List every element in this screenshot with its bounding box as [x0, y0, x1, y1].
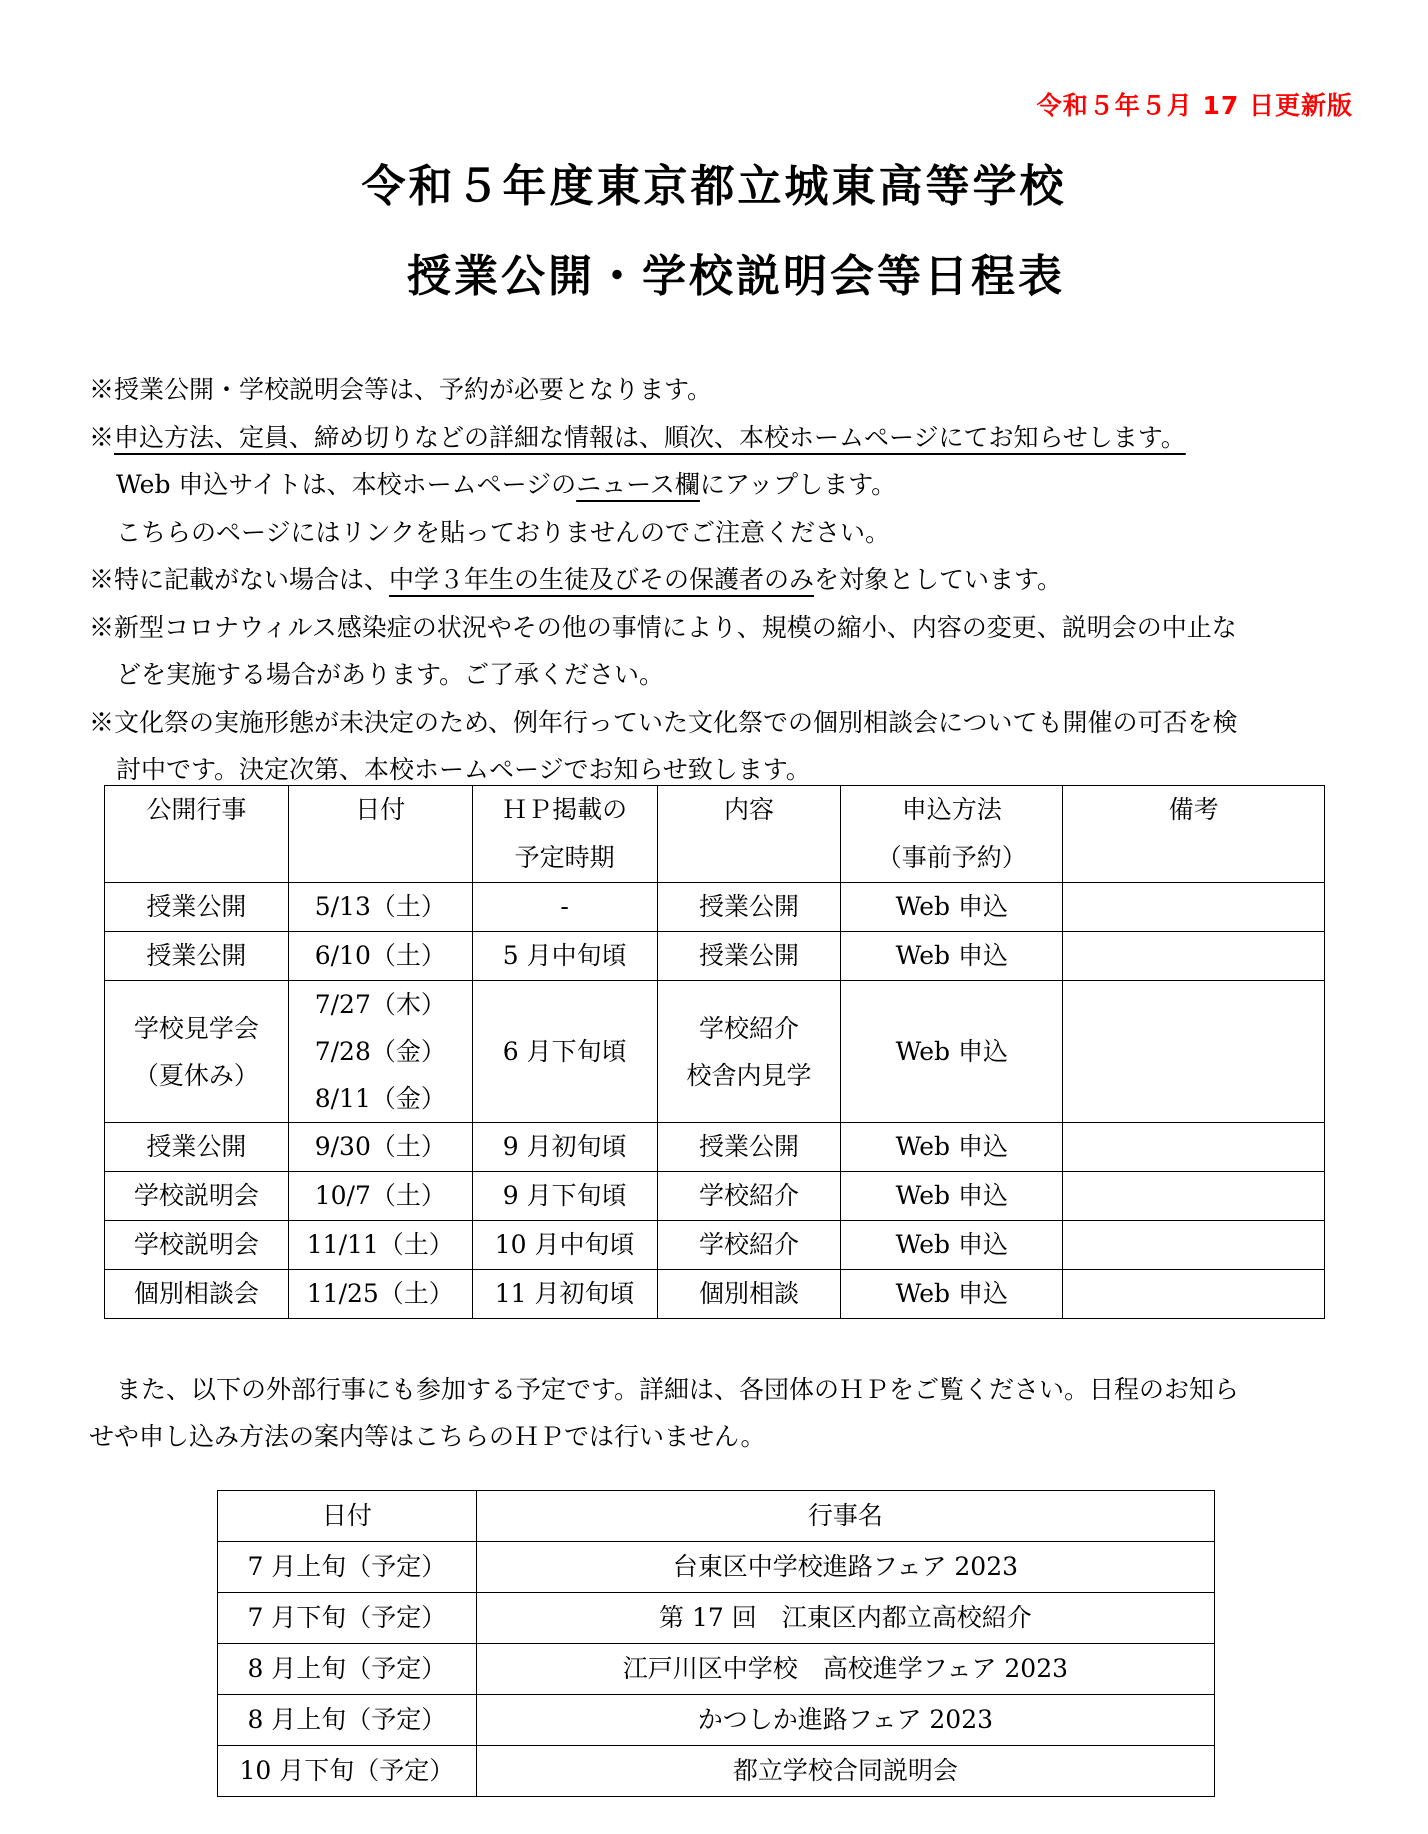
notes	[89, 366, 1389, 794]
external-header-date: 日付	[218, 1491, 477, 1542]
cell-date: 6/10（土）	[288, 932, 472, 981]
header-apply-line1: 申込方法	[901, 795, 1002, 824]
cell-remarks	[1063, 883, 1325, 932]
cell-date: 11/25（土）	[288, 1270, 472, 1319]
cell-remarks	[1063, 1270, 1325, 1319]
cell-event: 授業公開	[105, 1123, 289, 1172]
cell-apply: Web 申込	[841, 883, 1063, 932]
table-row	[105, 1172, 1325, 1221]
cell-date-line2: 7/28（金）	[314, 1037, 446, 1066]
note-covid-line1: ※新型コロナウィルス感染症の状況やその他の事情により、規模の縮小、内容の変更、説明会の中止な	[89, 612, 1237, 642]
table-row	[218, 1644, 1215, 1695]
note-festival-line1: ※文化祭の実施形態が未決定のため、例年行っていた文化祭での個別相談会についても開催の可否を検	[89, 707, 1238, 737]
table-row	[105, 1270, 1325, 1319]
cell-hp: 10 月中旬頃	[472, 1221, 657, 1270]
external-cell-date: 7 月下旬（予定）	[218, 1593, 477, 1644]
cell-content: 授業公開	[657, 932, 841, 981]
cell-hp: -	[472, 883, 657, 932]
header-apply	[841, 786, 1063, 883]
header-remarks: 備考	[1063, 786, 1325, 883]
external-cell-name: 台東区中学校進路フェア 2023	[476, 1542, 1214, 1593]
cell-date: 11/11（土）	[288, 1221, 472, 1270]
note-target	[89, 556, 1389, 604]
external-intro-line2: せや申し込み方法の案内等はこちらのＨＰでは行いません。	[89, 1422, 766, 1451]
table-row	[105, 1123, 1325, 1172]
note-web-site-pre: Web 申込サイトは、本校ホームページの	[116, 470, 577, 499]
external-cell-name: 第 17 回 江東区内都立高校紹介	[476, 1593, 1214, 1644]
external-cell-date: 7 月上旬（予定）	[218, 1542, 477, 1593]
note-web-site	[89, 461, 1389, 509]
table-row	[218, 1593, 1215, 1644]
external-cell-name: かつしか進路フェア 2023	[476, 1695, 1214, 1746]
cell-event: 学校説明会	[105, 1221, 289, 1270]
note-festival-line2: 討中です。決定次第、本校ホームページでお知らせ致します。	[116, 755, 811, 784]
cell-date: 9/30（土）	[288, 1123, 472, 1172]
external-header-row	[218, 1491, 1215, 1542]
cell-content: 学校紹介	[657, 1172, 841, 1221]
note-mark: ※	[89, 422, 115, 452]
table-row	[218, 1542, 1215, 1593]
note-no-link: こちらのページにはリンクを貼っておりませんのでご注意ください。	[116, 517, 891, 547]
cell-content: 授業公開	[657, 1123, 841, 1172]
schedule-header-row	[105, 786, 1325, 883]
cell-event: 学校説明会	[105, 1172, 289, 1221]
cell-remarks	[1063, 1172, 1325, 1221]
cell-apply: Web 申込	[841, 1270, 1063, 1319]
external-header-name: 行事名	[476, 1491, 1214, 1542]
cell-apply: Web 申込	[841, 1172, 1063, 1221]
note-reservation: ※授業公開・学校説明会等は、予約が必要となります。	[89, 375, 713, 404]
external-events-table	[217, 1490, 1215, 1797]
cell-date-line3: 8/11（金）	[314, 1084, 446, 1113]
cell-date: 5/13（土）	[288, 883, 472, 932]
cell-remarks	[1063, 1123, 1325, 1172]
external-cell-date: 10 月下旬（予定）	[218, 1746, 477, 1797]
cell-event: 授業公開	[105, 883, 289, 932]
header-date: 日付	[288, 786, 472, 883]
external-cell-name: 江戸川区中学校 高校進学フェア 2023	[476, 1644, 1214, 1695]
cell-content-line2: 校舎内見学	[686, 1060, 812, 1090]
cell-content: 個別相談	[657, 1270, 841, 1319]
cell-content: 授業公開	[657, 883, 841, 932]
cell-hp: 5 月中旬頃	[472, 932, 657, 981]
cell-apply: Web 申込	[841, 1221, 1063, 1270]
cell-event: 授業公開	[105, 932, 289, 981]
cell-event-line1: 学校見学会	[133, 1013, 259, 1043]
cell-content: 学校紹介	[657, 1221, 841, 1270]
note-application-details	[89, 414, 1389, 462]
header-event: 公開行事	[105, 786, 289, 883]
external-intro	[89, 1366, 1344, 1460]
cell-remarks	[1063, 1221, 1325, 1270]
table-row	[218, 1746, 1215, 1797]
header-hp-line1: ＨＰ掲載の	[502, 795, 628, 824]
cell-apply: Web 申込	[841, 981, 1063, 1123]
note-web-site-post: にアップします。	[699, 470, 897, 499]
note-target-pre: ※特に記載がない場合は、	[89, 565, 390, 594]
note-news-column: ニュース欄	[576, 470, 700, 499]
header-hp-line2: 予定時期	[514, 843, 615, 872]
cell-remarks	[1063, 981, 1325, 1123]
cell-date-line1: 7/27（木）	[314, 990, 446, 1019]
external-cell-date: 8 月上旬（予定）	[218, 1695, 477, 1746]
schedule-table	[104, 785, 1325, 1319]
cell-event: 個別相談会	[105, 1270, 289, 1319]
title-schedule: 授業公開・学校説明会等日程表	[407, 251, 1065, 302]
cell-content	[657, 981, 841, 1123]
header-hp-timing	[472, 786, 657, 883]
title-school: 令和５年度東京都立城東高等学校	[361, 161, 1067, 212]
table-row	[105, 1221, 1325, 1270]
note-application-underlined: 申込方法、定員、締め切りなどの詳細な情報は、順次、本校ホームページにてお知らせします。	[114, 422, 1186, 452]
updated-notice: 令和５年５月 17 日更新版	[1036, 91, 1353, 120]
table-row	[218, 1695, 1215, 1746]
cell-apply: Web 申込	[841, 932, 1063, 981]
cell-remarks	[1063, 932, 1325, 981]
table-row	[105, 883, 1325, 932]
cell-date: 10/7（土）	[288, 1172, 472, 1221]
cell-hp: 9 月下旬頃	[472, 1172, 657, 1221]
cell-event	[105, 981, 289, 1123]
cell-event-line2: （夏休み）	[133, 1060, 259, 1090]
external-cell-name: 都立学校合同説明会	[476, 1746, 1214, 1797]
external-cell-date: 8 月上旬（予定）	[218, 1644, 477, 1695]
cell-hp: 11 月初旬頃	[472, 1270, 657, 1319]
table-row	[105, 932, 1325, 981]
cell-date	[288, 981, 472, 1123]
header-content: 内容	[657, 786, 841, 883]
note-target-underlined: 中学３年生の生徒及びその保護者のみ	[389, 565, 815, 594]
external-intro-line1: また、以下の外部行事にも参加する予定です。詳細は、各団体のＨＰをご覧ください。日程のお知ら	[116, 1375, 1240, 1404]
note-covid-line2: どを実施する場合があります。ご了承ください。	[116, 660, 665, 689]
cell-apply: Web 申込	[841, 1123, 1063, 1172]
note-target-post: を対象としています。	[814, 565, 1063, 594]
cell-hp: 6 月下旬頃	[472, 981, 657, 1123]
table-row	[105, 981, 1325, 1123]
header-apply-line2: （事前予約）	[876, 843, 1027, 872]
cell-content-line1: 学校紹介	[698, 1013, 799, 1043]
cell-hp: 9 月初旬頃	[472, 1123, 657, 1172]
